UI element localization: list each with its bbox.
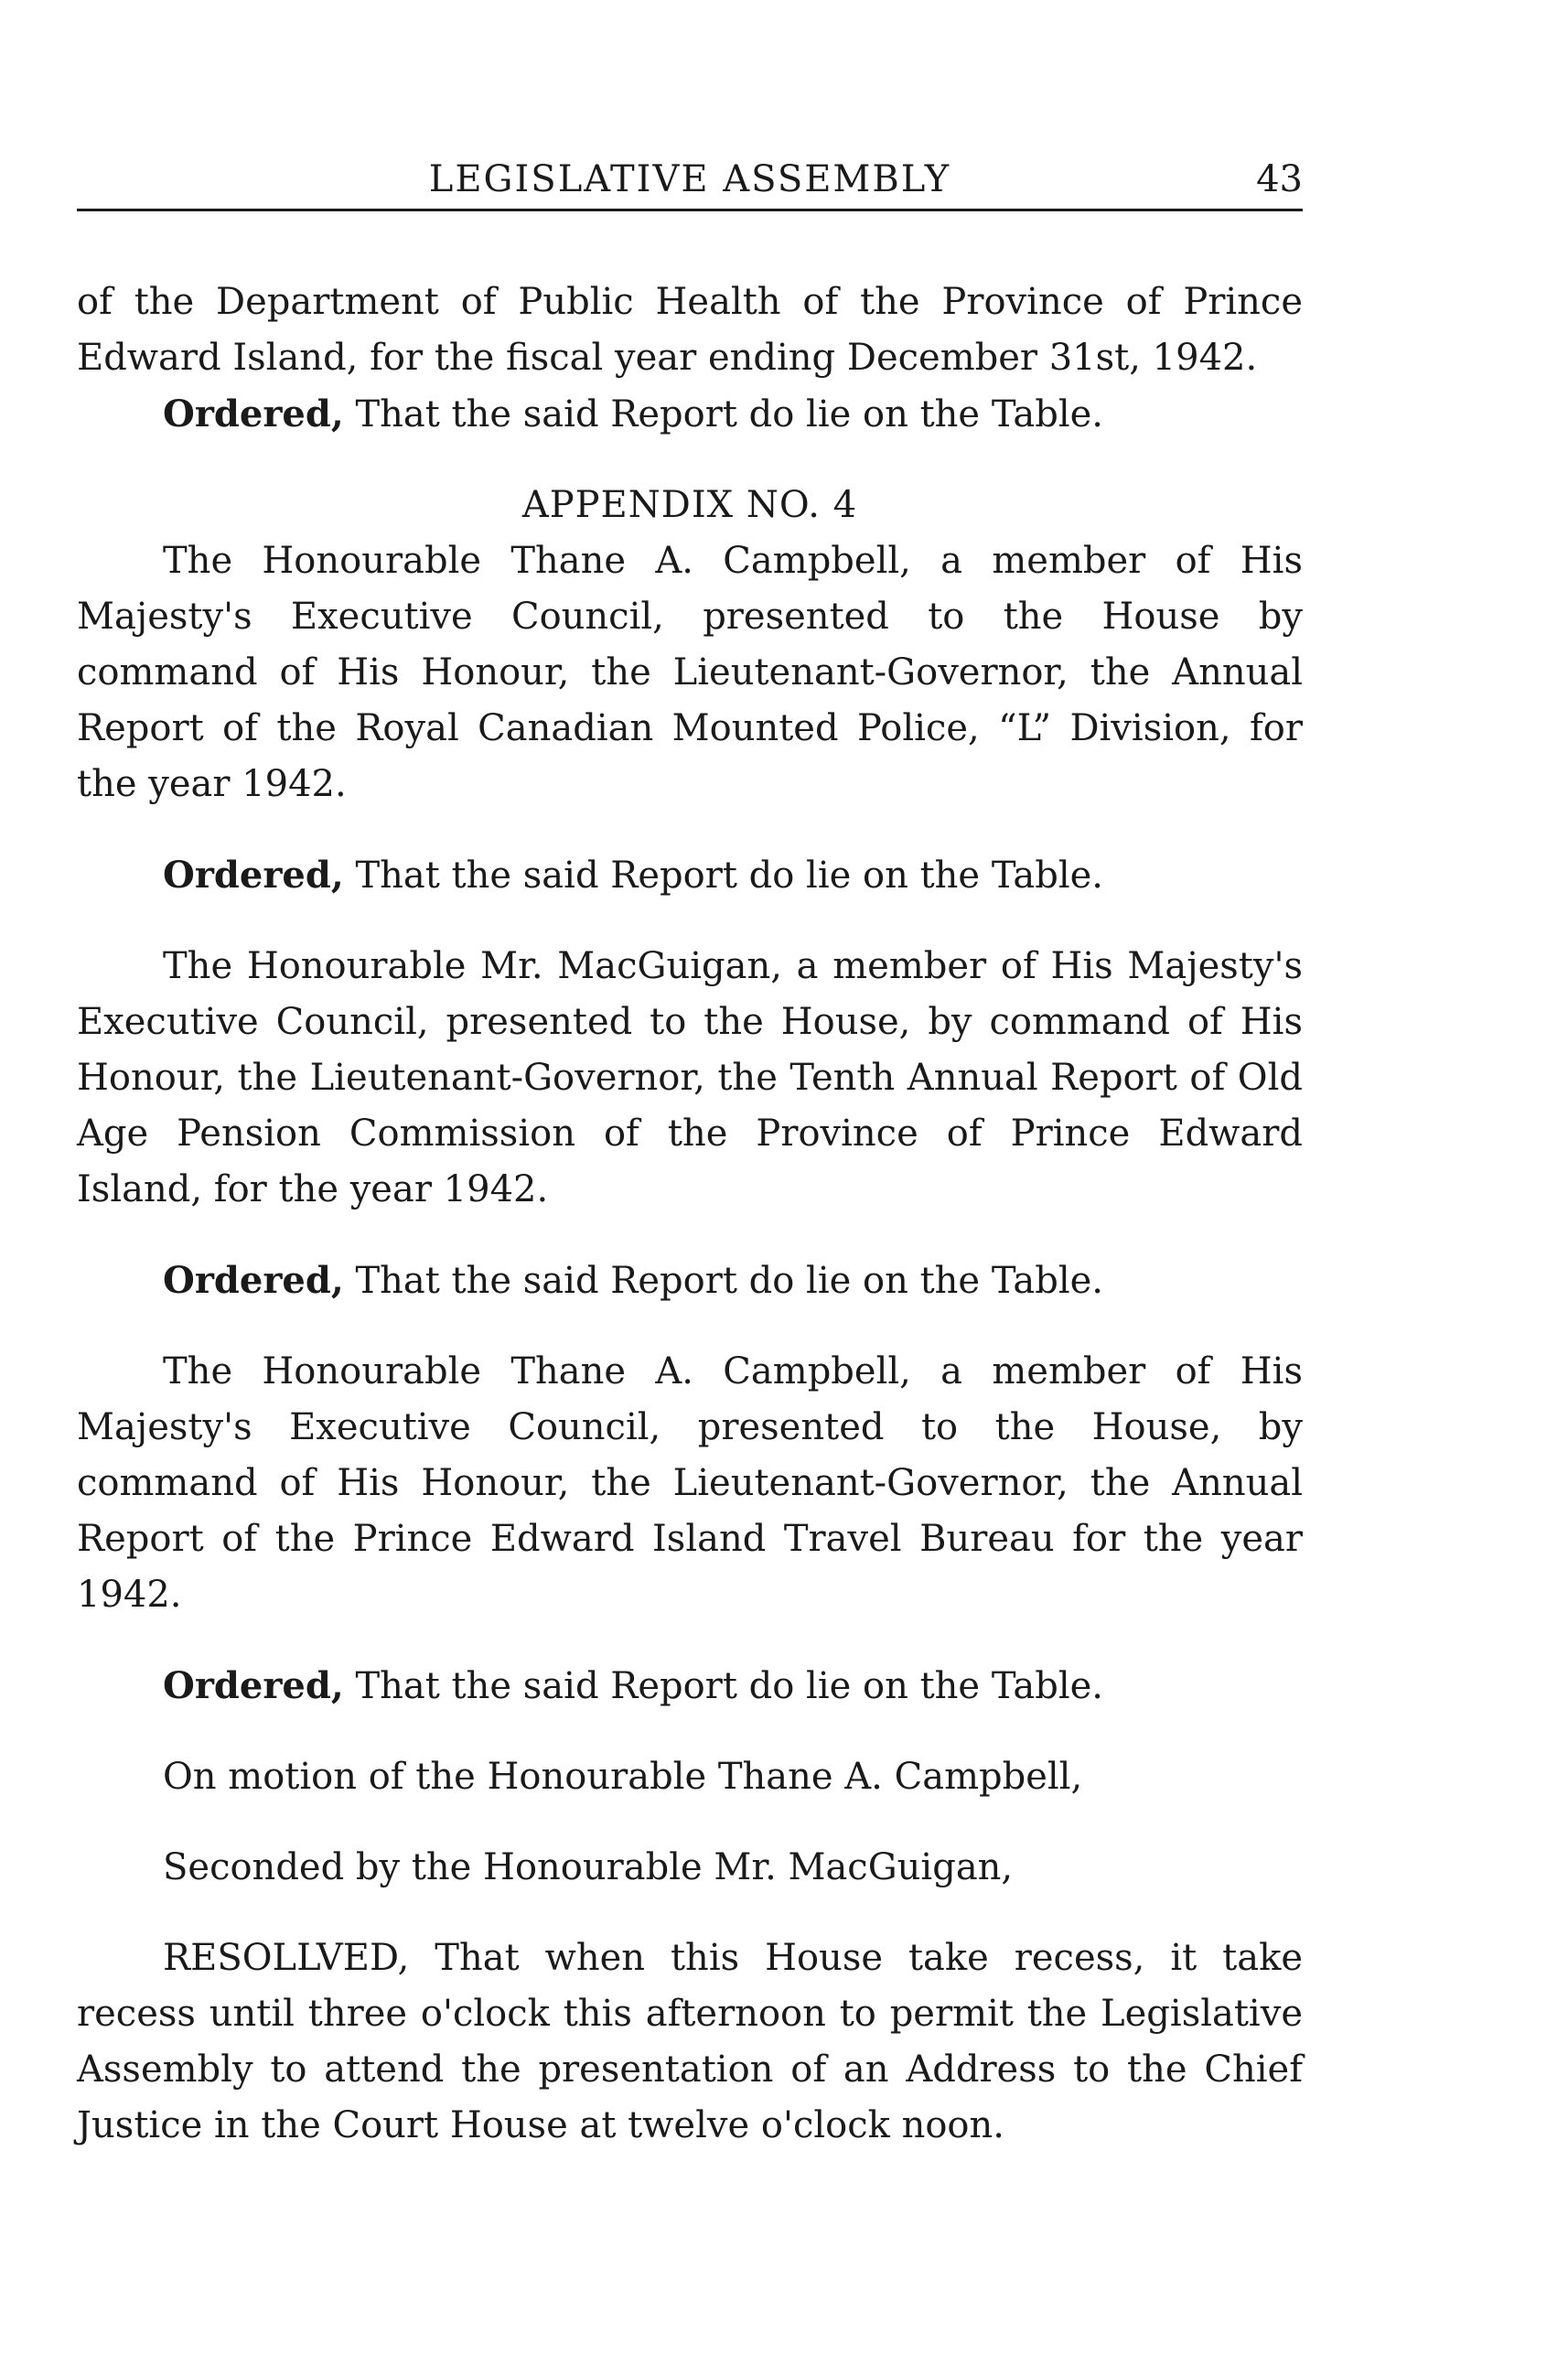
header-rule bbox=[77, 209, 1303, 211]
ordered-lead: Ordered, bbox=[163, 854, 344, 897]
ordered-paragraph bbox=[77, 1658, 1303, 1715]
appendix-heading: APPENDIX NO. 4 bbox=[521, 484, 858, 526]
continued-paragraph bbox=[77, 274, 1303, 386]
ordered-lead: Ordered, bbox=[163, 1259, 344, 1302]
paragraph-text: The Honourable Mr. MacGuigan, a member of His Majesty's Executive Council, presented to the House, by command of His Honour, the Lieutenant-Governor, the Tenth Annual Report of Old Age Pension Commission of the Province of Prince Edward Island, for the year 1942. bbox=[77, 945, 1303, 1210]
paragraph-text: The Honourable Thane A. Campbell, a member of His Majesty's Executive Council, presented to the House, by command of His Honour, the Lieutenant-Governor, the Annual Report of the Prince Edward Island Travel Bureau for the year 1942. bbox=[77, 1350, 1303, 1616]
ordered-paragraph bbox=[77, 386, 1303, 443]
motion-line bbox=[77, 1749, 1303, 1805]
paragraph-text: That the said Report do lie on the Table. bbox=[343, 855, 1104, 897]
paragraph-text: RESOLLVED, That when this House take recess, it take recess until three o'clock this afternoon to permit the Legislative Assembly to attend the presentation of an Address to the Chief Justice in the Court House at twelve o'clock noon. bbox=[77, 1937, 1303, 2146]
paragraph-text: The Honourable Thane A. Campbell, a member of His Majesty's Executive Council, presented to the House by command of His Honour, the Lieutenant-Governor, the Annual Report of the Royal Canadian Mounted Police, “L” Division, for the year 1942. bbox=[77, 540, 1303, 805]
report-paragraph bbox=[77, 533, 1303, 812]
ordered-paragraph bbox=[77, 1253, 1303, 1309]
ordered-lead: Ordered, bbox=[163, 1664, 344, 1707]
paragraph-text: That the said Report do lie on the Table. bbox=[343, 1665, 1104, 1707]
report-paragraph bbox=[77, 1344, 1303, 1623]
report-paragraph bbox=[77, 939, 1303, 1218]
seconded-line bbox=[77, 1840, 1303, 1896]
ordered-paragraph bbox=[77, 847, 1303, 904]
page-number: 43 bbox=[1256, 158, 1303, 200]
paragraph-text: On motion of the Honourable Thane A. Campbell, bbox=[163, 1756, 1083, 1798]
body-text bbox=[77, 274, 1303, 2154]
paragraph-text: That the said Report do lie on the Table. bbox=[343, 1260, 1104, 1302]
header-title: LEGISLATIVE ASSEMBLY bbox=[428, 158, 951, 200]
resolution-paragraph bbox=[77, 1930, 1303, 2154]
paragraph-text: of the Department of Public Health of the Province of Prince Edward Island, for the fiscal year ending December 31st, 1942. bbox=[77, 281, 1303, 379]
paragraph-text: That the said Report do lie on the Table. bbox=[343, 393, 1104, 436]
running-header bbox=[77, 154, 1303, 205]
paragraph-text: Seconded by the Honourable Mr. MacGuigan, bbox=[163, 1846, 1014, 1888]
ordered-lead: Ordered, bbox=[163, 392, 344, 436]
